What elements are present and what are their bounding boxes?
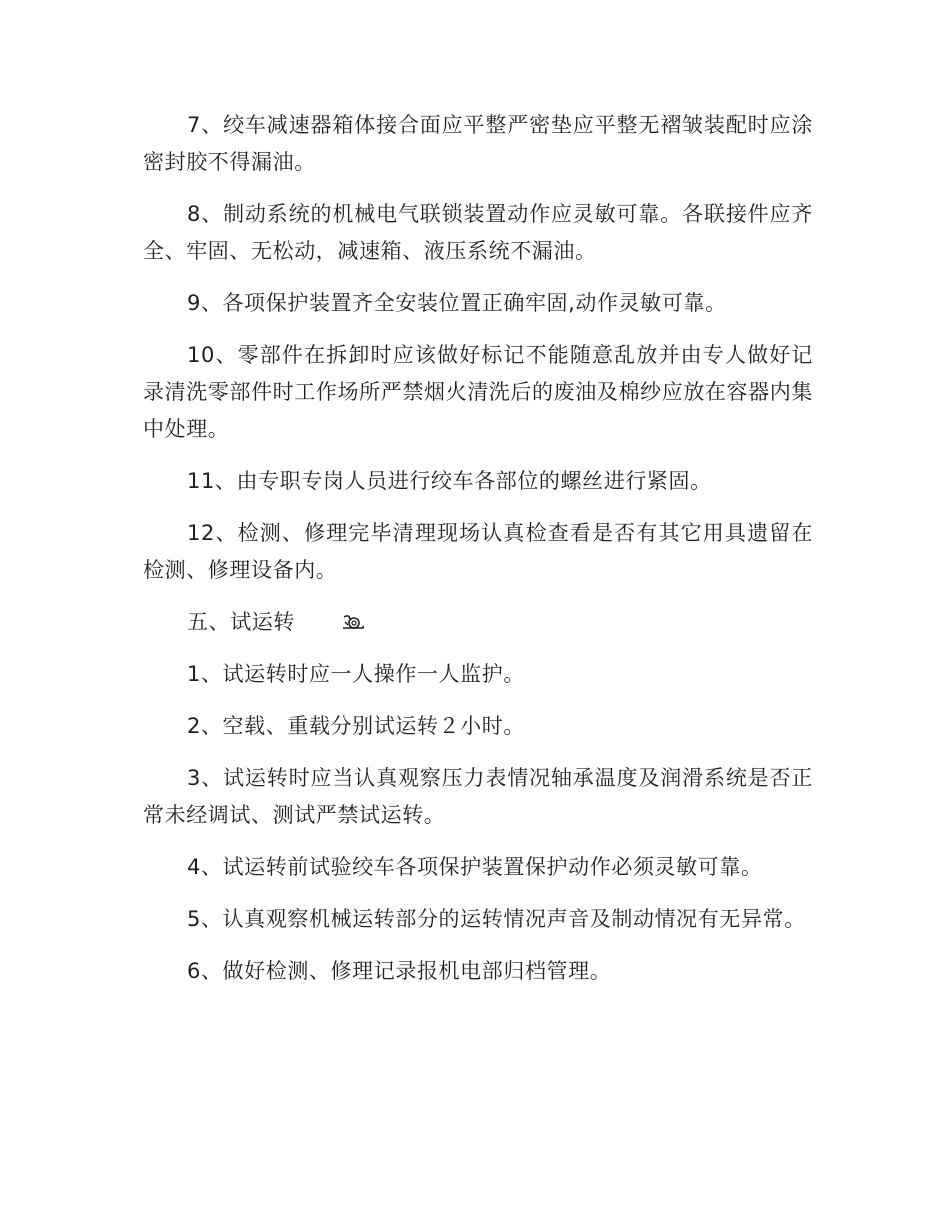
subitem-6: 6、做好检测、修理记录报机电部归档管理。 xyxy=(187,959,612,983)
section-heading-row xyxy=(143,604,813,641)
subitem-3: 3、试运转时应当认真观察压力表情况轴承温度及润滑系统是否正常未经调试、测试严禁试运转。 xyxy=(143,766,813,827)
paragraph-item-10: 10、零部件在拆卸时应该做好标记不能随意乱放并由专人做好记录清洗零部件时工作场所严禁烟火清洗后的废油及棉纱应放在容器内集中处理。 xyxy=(143,343,813,441)
paragraph-item-11: 11、由专职专岗人员进行绞车各部位的螺丝进行紧固。 xyxy=(187,469,712,493)
snail-glyph-icon xyxy=(297,606,321,624)
paragraph-item-7: 7、绞车减速器箱体接合面应平整严密垫应平整无褶皱装配时应涂密封胶不得漏油。 xyxy=(143,113,813,174)
subitem-4: 4、试运转前试验绞车各项保护装置保护动作必须灵敏可靠。 xyxy=(187,855,763,879)
subitem-5: 5、认真观察机械运转部分的运转情况声音及制动情况有无异常。 xyxy=(187,907,806,931)
subitem-2: 2、空载、重载分别试运转２小时。 xyxy=(187,714,525,738)
subitem-1: 1、试运转时应一人操作一人监护。 xyxy=(187,662,525,686)
paragraph-item-8: 8、制动系统的机械电气联锁装置动作应灵敏可靠。各联接件应齐全、牢固、无松动，减速箱、液压系统不漏油。 xyxy=(143,202,813,263)
paragraph-item-9: 9、各项保护装置齐全安装位置正确牢固,动作灵敏可靠。 xyxy=(187,291,727,315)
document-body xyxy=(143,107,813,1005)
paragraph-item-12: 12、检测、修理完毕清理现场认真检查看是否有其它用具遗留在检测、修理设备内。 xyxy=(143,521,813,582)
section-heading: 五、试运转 xyxy=(187,610,295,634)
